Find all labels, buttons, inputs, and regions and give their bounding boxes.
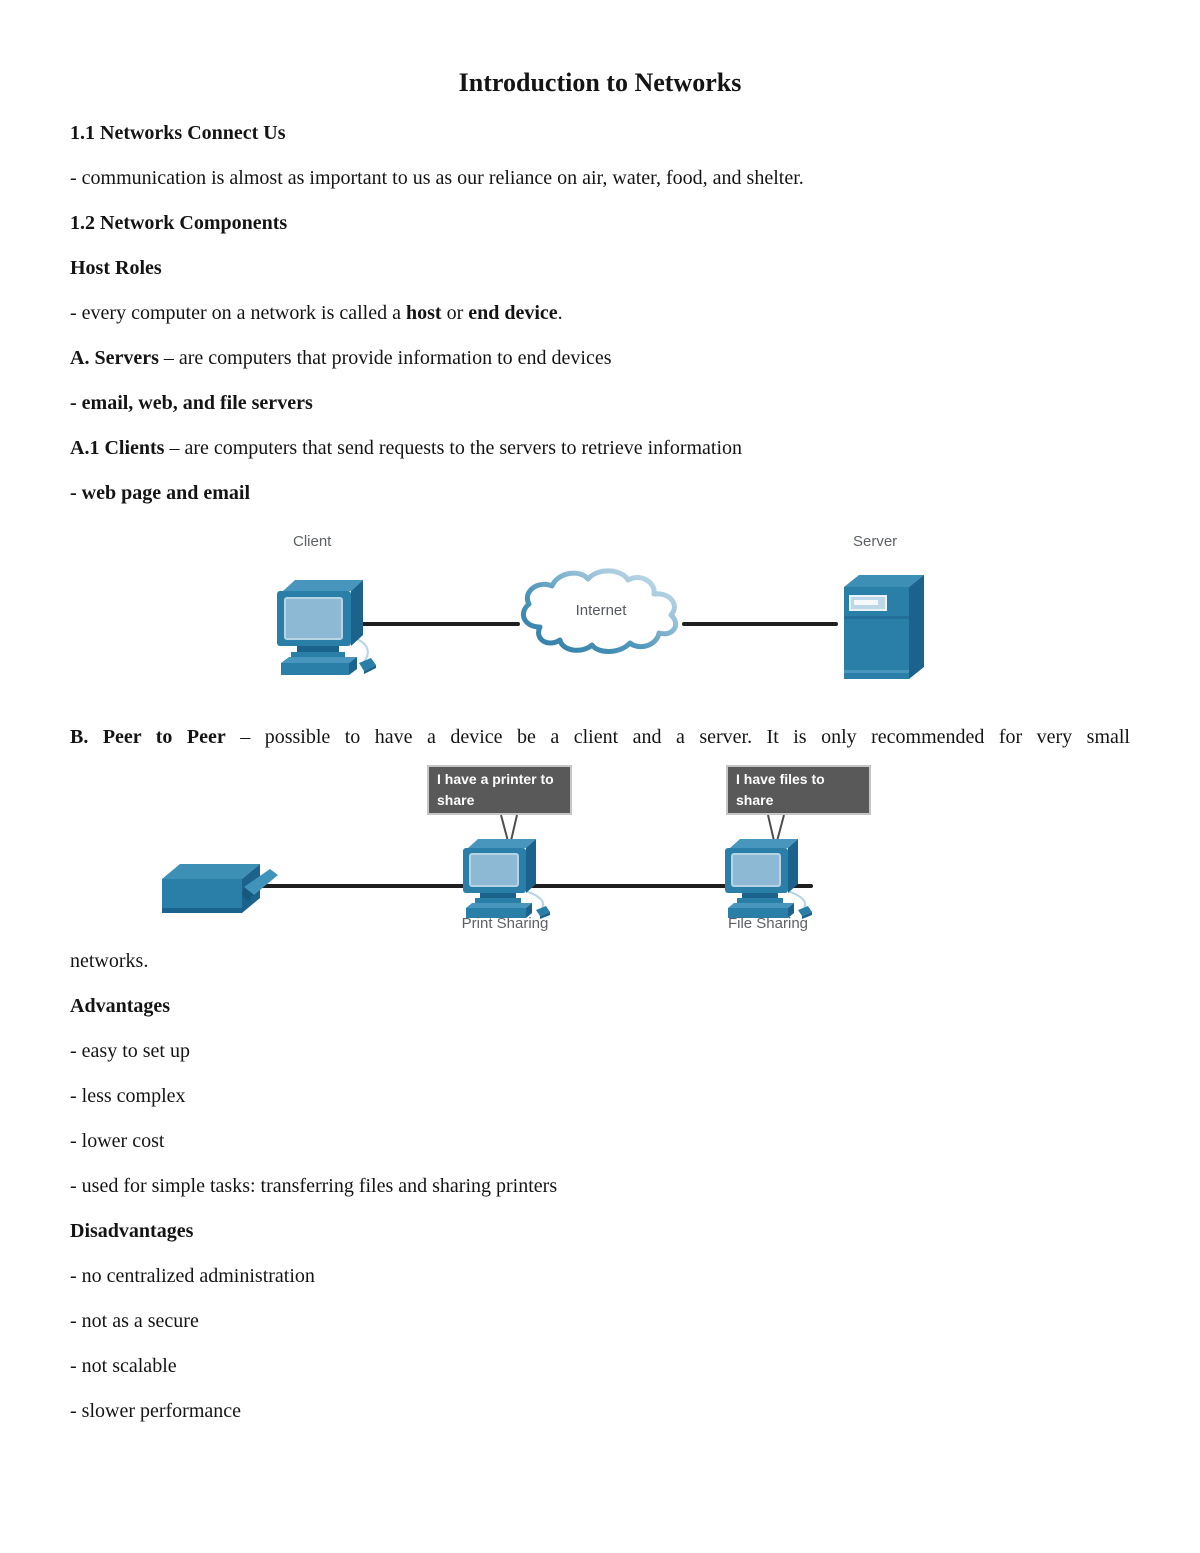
client-server-diagram xyxy=(0,527,1200,702)
clients-examples-line: - web page and email xyxy=(70,482,250,504)
client-internet-link xyxy=(358,622,520,626)
advantage-item: - used for simple tasks: transferring files and sharing printers xyxy=(70,1175,558,1197)
p2p-continuation: networks. xyxy=(70,950,149,972)
section-1-2-heading: 1.2 Network Components xyxy=(70,212,288,234)
server-label: Server xyxy=(853,533,898,550)
disadvantage-item: - not scalable xyxy=(70,1355,177,1377)
section-1-1-body: - communication is almost as important to us as our reliance on air, water, food, and shelter. xyxy=(70,167,804,189)
peer-pc-icon xyxy=(722,836,814,924)
host-definition-line xyxy=(70,302,1130,325)
host-line-mid: or xyxy=(441,302,469,324)
advantage-item: - lower cost xyxy=(70,1130,165,1152)
p2p-term: B. Peer to Peer xyxy=(70,726,226,748)
disadvantages-heading: Disadvantages xyxy=(70,1220,194,1242)
page-title: Introduction to Networks xyxy=(458,68,742,97)
host-roles-heading: Host Roles xyxy=(70,257,162,279)
servers-definition-line xyxy=(70,347,1130,370)
advantages-heading: Advantages xyxy=(70,995,171,1017)
client-label: Client xyxy=(293,533,332,550)
client-pc-icon xyxy=(273,575,378,680)
printer-share-bubble: I have a printer to share xyxy=(427,765,572,815)
host-line-post: . xyxy=(557,302,563,324)
internet-server-link xyxy=(682,622,838,626)
disadvantage-item: - slower performance xyxy=(70,1400,242,1422)
advantage-item: - easy to set up xyxy=(70,1040,190,1062)
host-term: host xyxy=(405,302,442,324)
disadvantage-item: - no centralized administration xyxy=(70,1265,315,1287)
files-share-bubble: I have files to share xyxy=(726,765,871,815)
clients-definition-line xyxy=(70,437,1130,460)
p2p-definition-line xyxy=(70,726,1130,749)
file-sharing-label: File Sharing xyxy=(727,915,809,932)
servers-examples-line: - email, web, and file servers xyxy=(70,392,313,414)
peer-pc-icon xyxy=(460,836,552,924)
internet-label: Internet xyxy=(575,602,627,619)
section-1-1-heading: 1.1 Networks Connect Us xyxy=(70,122,286,144)
printer-icon xyxy=(158,853,280,928)
print-sharing-label: Print Sharing xyxy=(461,915,549,932)
clients-line-rest: – are computers that send requests to the servers to retrieve information xyxy=(164,437,743,459)
internet-cloud-icon xyxy=(516,567,686,673)
disadvantage-item: - not as a secure xyxy=(70,1310,199,1332)
servers-line-rest: – are computers that provide information to end devices xyxy=(158,347,612,369)
end-device-term: end device xyxy=(468,302,558,324)
server-icon xyxy=(836,570,931,685)
p2p-line-rest: – possible to have a device be a client and a server. It is only recommended for very small xyxy=(225,726,1130,748)
host-line-pre: - every computer on a network is called a xyxy=(70,302,406,324)
advantage-item: - less complex xyxy=(70,1085,186,1107)
servers-term: A. Servers xyxy=(70,347,159,369)
peer-to-peer-diagram xyxy=(0,765,1200,935)
clients-term: A.1 Clients xyxy=(70,437,165,459)
